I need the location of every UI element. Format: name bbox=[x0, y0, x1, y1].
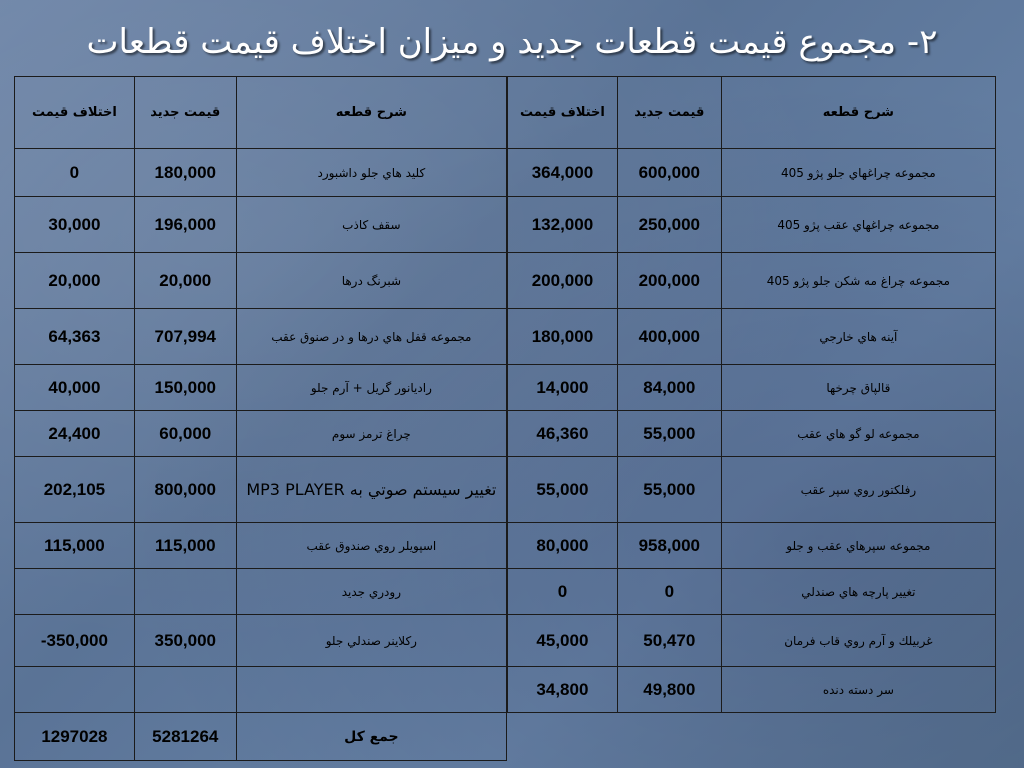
table-row bbox=[508, 615, 996, 667]
page-title: ۲- مجموع قيمت قطعات جديد و ميزان اختلاف قيمت قطعات bbox=[86, 22, 938, 62]
new-price-cell: 200,000 bbox=[617, 253, 721, 309]
description-cell: رفلكتور روي سپر عقب bbox=[721, 457, 995, 523]
new-price-cell: 115,000 bbox=[134, 523, 236, 569]
diff-cell bbox=[15, 569, 135, 615]
header-diff: اختلاف قيمت bbox=[15, 77, 135, 149]
diff-cell: 80,000 bbox=[508, 523, 618, 569]
table-header-row bbox=[508, 77, 996, 149]
description-cell: راديانور گريل + آرم جلو bbox=[236, 365, 506, 411]
table-row bbox=[15, 253, 507, 309]
table-row bbox=[508, 365, 996, 411]
description-cell: قالپاق چرخها bbox=[721, 365, 995, 411]
diff-cell: 46,360 bbox=[508, 411, 618, 457]
description-cell: مجموعه لو گو هاي عقب bbox=[721, 411, 995, 457]
table-row bbox=[15, 615, 507, 667]
table-row bbox=[15, 411, 507, 457]
table-row bbox=[508, 569, 996, 615]
table-row bbox=[15, 365, 507, 411]
diff-cell: 132,000 bbox=[508, 197, 618, 253]
description-cell: رودري جديد bbox=[236, 569, 506, 615]
table-row bbox=[508, 457, 996, 523]
totals-row bbox=[15, 713, 507, 761]
table-row bbox=[15, 457, 507, 523]
table-row bbox=[508, 197, 996, 253]
table-row bbox=[15, 197, 507, 253]
description-cell: آينه هاي خارجي bbox=[721, 309, 995, 365]
diff-cell: 180,000 bbox=[508, 309, 618, 365]
diff-cell: 40,000 bbox=[15, 365, 135, 411]
table-header-row bbox=[15, 77, 507, 149]
new-price-cell: 707,994 bbox=[134, 309, 236, 365]
new-price-cell: 180,000 bbox=[134, 149, 236, 197]
diff-cell: 0 bbox=[15, 149, 135, 197]
description-cell: تغيير پارچه هاي صندلي bbox=[721, 569, 995, 615]
diff-cell: 55,000 bbox=[508, 457, 618, 523]
table-row bbox=[508, 253, 996, 309]
new-price-cell: 250,000 bbox=[617, 197, 721, 253]
description-cell: اسپويلر روي صندوق عقب bbox=[236, 523, 506, 569]
diff-cell: -350,000 bbox=[15, 615, 135, 667]
table-row bbox=[15, 523, 507, 569]
description-cell: شبرنگ درها bbox=[236, 253, 506, 309]
table-row bbox=[508, 309, 996, 365]
new-price-cell: 84,000 bbox=[617, 365, 721, 411]
total-new-price-cell: 5281264 bbox=[134, 713, 236, 761]
left-parts-table bbox=[14, 76, 507, 761]
description-cell: سر دسته دنده bbox=[721, 667, 995, 713]
new-price-cell: 196,000 bbox=[134, 197, 236, 253]
new-price-cell: 400,000 bbox=[617, 309, 721, 365]
table-row bbox=[15, 309, 507, 365]
diff-cell: 202,105 bbox=[15, 457, 135, 523]
table-row bbox=[508, 411, 996, 457]
description-cell bbox=[236, 667, 506, 713]
diff-cell: 34,800 bbox=[508, 667, 618, 713]
diff-cell: 200,000 bbox=[508, 253, 618, 309]
description-cell: مجموعه چراغهاي جلو پژو 405 bbox=[721, 149, 995, 197]
description-cell: مجموعه چراغ مه شكن جلو پژو 405 bbox=[721, 253, 995, 309]
header-description: شرح قطعه bbox=[721, 77, 995, 149]
diff-cell: 24,400 bbox=[15, 411, 135, 457]
table-row bbox=[15, 149, 507, 197]
description-cell: سقف كاذب bbox=[236, 197, 506, 253]
diff-cell: 364,000 bbox=[508, 149, 618, 197]
new-price-cell bbox=[134, 667, 236, 713]
description-cell: تغيير سيستم صوتي به MP3 PLAYER bbox=[236, 457, 506, 523]
total-diff-cell: 1297028 bbox=[15, 713, 135, 761]
table-row bbox=[508, 523, 996, 569]
header-description: شرح قطعه bbox=[236, 77, 506, 149]
new-price-cell: 55,000 bbox=[617, 457, 721, 523]
header-new-price: قيمت جديد bbox=[617, 77, 721, 149]
diff-cell: 20,000 bbox=[15, 253, 135, 309]
diff-cell: 45,000 bbox=[508, 615, 618, 667]
description-cell: چراغ ترمز سوم bbox=[236, 411, 506, 457]
diff-cell: 115,000 bbox=[15, 523, 135, 569]
description-cell: مجموعه چراغهاي عقب پژو 405 bbox=[721, 197, 995, 253]
description-cell: ركلاينر صندلي جلو bbox=[236, 615, 506, 667]
table-row bbox=[508, 149, 996, 197]
diff-cell: 0 bbox=[508, 569, 618, 615]
diff-cell bbox=[15, 667, 135, 713]
new-price-cell: 958,000 bbox=[617, 523, 721, 569]
new-price-cell: 60,000 bbox=[134, 411, 236, 457]
new-price-cell: 800,000 bbox=[134, 457, 236, 523]
table-row bbox=[15, 667, 507, 713]
diff-cell: 64,363 bbox=[15, 309, 135, 365]
description-cell: مجموعه سپرهاي عقب و جلو bbox=[721, 523, 995, 569]
table-row bbox=[15, 569, 507, 615]
diff-cell: 14,000 bbox=[508, 365, 618, 411]
header-diff: اختلاف قيمت bbox=[508, 77, 618, 149]
description-cell: غربيلك و آرم روي قاب فرمان bbox=[721, 615, 995, 667]
total-label: جمع كل bbox=[236, 713, 506, 761]
new-price-cell: 49,800 bbox=[617, 667, 721, 713]
new-price-cell: 50,470 bbox=[617, 615, 721, 667]
right-parts-table bbox=[507, 76, 996, 713]
new-price-cell: 600,000 bbox=[617, 149, 721, 197]
new-price-cell: 0 bbox=[617, 569, 721, 615]
table-row bbox=[508, 667, 996, 713]
header-new-price: قيمت جديد bbox=[134, 77, 236, 149]
description-cell: كليد هاي جلو داشبورد bbox=[236, 149, 506, 197]
new-price-cell bbox=[134, 569, 236, 615]
new-price-cell: 150,000 bbox=[134, 365, 236, 411]
new-price-cell: 20,000 bbox=[134, 253, 236, 309]
new-price-cell: 350,000 bbox=[134, 615, 236, 667]
diff-cell: 30,000 bbox=[15, 197, 135, 253]
description-cell: مجموعه قفل هاي درها و در صنوق عقب bbox=[236, 309, 506, 365]
new-price-cell: 55,000 bbox=[617, 411, 721, 457]
